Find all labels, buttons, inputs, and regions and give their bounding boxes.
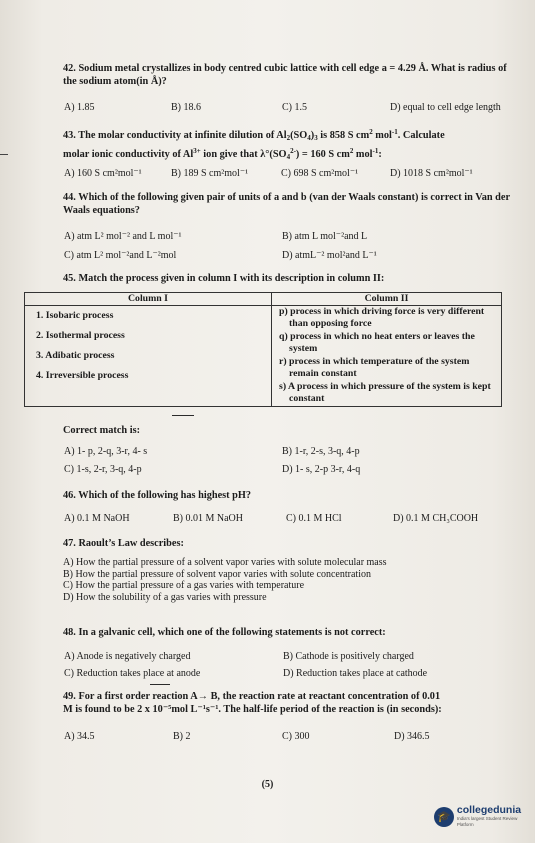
- question-number: 44.: [63, 192, 76, 203]
- option-b: B) atm L mol⁻²and L: [282, 231, 368, 242]
- logo-tagline: India's largest Student Review Platform: [456, 816, 518, 827]
- question-43: 43. The molar conductivity at infinite dilution of $Al_2(SO_4)_3$ is 858 S $cm^2$ mol$^{-1}$. Calculate molar ionic conductivity of $Al^{3+}$ ion give that $\lambda^\circ(SO_4^{2-}) = 160$ S $cm^2$ mol$^{-1}$:: [63, 128, 445, 161]
- logo-text: [457, 805, 535, 828]
- question-42: [63, 62, 518, 88]
- column-2-item: r) process in which temperature of the system remain constant: [279, 356, 470, 379]
- option-c: C) 300: [282, 731, 310, 742]
- question-48: [63, 626, 518, 639]
- question-text-line2: M is found to be 2 x 10⁻⁵mol L⁻¹s⁻¹. The half-life period of the reaction is (in seconds):: [63, 704, 442, 715]
- question-text-part: ) = 160 S cm: [295, 149, 350, 160]
- option-d: D) 1- s, 2-p 3-r, 4-q: [282, 464, 361, 475]
- option-a: A) 0.1 M NaOH: [64, 513, 130, 524]
- column-2-header: Column II: [272, 293, 502, 306]
- option-d: D) equal to cell edge length: [390, 102, 501, 113]
- pen-mark: [172, 415, 194, 416]
- question-text: In a galvanic cell, which one of the following statements is not correct:: [78, 627, 386, 638]
- question-text-part: ion give that λ°(SO: [200, 149, 287, 160]
- option-c: C) Reduction takes place at anode: [64, 668, 201, 679]
- option-a: A) Anode is negatively charged: [64, 651, 191, 662]
- option-a: A) atm L² mol⁻² and L mol⁻¹: [64, 231, 182, 242]
- option-c: C) How the partial pressure of a gas varies with temperature: [63, 580, 305, 591]
- option-d: D) How the solubility of a gas varies with pressure: [63, 591, 267, 603]
- question-number: 49.: [63, 691, 76, 702]
- option-list: [63, 557, 387, 603]
- question-text: Sodium metal crystallizes in body centred cubic lattice with cell edge a = 4.29 Å. What is radius of the sodium atom(in Å)?: [63, 63, 507, 87]
- question-number: 42.: [63, 63, 76, 74]
- option-d: D) 1018 S cm²mol⁻¹: [390, 168, 473, 179]
- option-a: A) 160 S cm²mol⁻¹: [64, 168, 142, 179]
- option-d: D) atmL⁻² mol²and L⁻¹: [282, 250, 377, 261]
- match-table: [24, 292, 502, 407]
- column-2-item: q) process in which no heat enters or leaves the system: [279, 331, 475, 354]
- question-number: 47.: [63, 538, 76, 549]
- column-1-item: 3. Adibatic process: [36, 350, 115, 361]
- question-text: Match the process given in column I with its description in column II:: [78, 273, 385, 284]
- column-2-item: p) process in which driving force is very different than opposing force: [279, 306, 485, 329]
- pen-mark: [150, 684, 170, 685]
- option-c: C) 1-s, 2-r, 3-q, 4-p: [64, 464, 142, 475]
- option-b: B) 0.01 M NaOH: [173, 513, 243, 524]
- question-text: The molar conductivity at infinite dilution of Al: [78, 130, 287, 141]
- question-45: [63, 272, 518, 285]
- option-b: B) How the partial pressure of solvent vapor varies with solute concentration: [63, 568, 371, 580]
- question-text-part: :: [378, 149, 382, 160]
- question-text-part: mol: [353, 149, 373, 160]
- graduation-cap-icon: 🎓: [434, 807, 454, 827]
- column-1-item: 4. Irreversible process: [36, 370, 129, 381]
- option-a: A) 34.5: [64, 731, 95, 742]
- question-text-part: is 858 S cm: [317, 130, 370, 141]
- option-a: A) 1- p, 2-q, 3-r, 4- s: [64, 446, 148, 457]
- option-c: C) 0.1 M HCl: [286, 513, 342, 524]
- option-a: A) 1.85: [64, 102, 95, 113]
- question-text-part: ): [310, 130, 315, 141]
- question-text: Which of the following has highest pH?: [78, 490, 252, 501]
- column-1-item: 1. Isobaric process: [36, 310, 114, 321]
- question-49: [63, 690, 518, 716]
- option-b: B) 18.6: [171, 102, 201, 113]
- option-b: B) 189 S cm²mol⁻¹: [171, 168, 249, 179]
- question-text-part: molar ionic conductivity of Al: [63, 149, 194, 160]
- option-d: D) Reduction takes place at cathode: [283, 668, 428, 679]
- option-c: C) atm L² mol⁻²and L⁻²mol: [64, 250, 177, 261]
- option-d: D) 0.1 M CH₃COOH: [393, 513, 479, 524]
- option-b: B) 2: [173, 731, 191, 742]
- collegedunia-logo[interactable]: [434, 805, 535, 828]
- correct-match-label: Correct match is:: [63, 425, 141, 436]
- question-text: Raoult’s Law describes:: [78, 538, 184, 549]
- column-2-cell: [272, 306, 502, 407]
- question-text-part: . Calculate: [397, 130, 445, 141]
- column-1-header: Column I: [25, 293, 272, 306]
- question-47: [63, 537, 518, 550]
- logo-brand: collegedunia: [456, 804, 522, 816]
- question-number: 43.: [63, 130, 76, 141]
- column-1-item: 2. Isothermal process: [36, 330, 125, 341]
- question-number: 48.: [63, 627, 76, 638]
- question-text: For a first order reaction A→ B, the reaction rate at reactant concentration of 0.01: [78, 691, 441, 702]
- option-b: B) 1-r, 2-s, 3-q, 4-p: [282, 446, 360, 457]
- column-1-cell: [25, 306, 272, 407]
- column-2-item: s) A process in which pressure of the system is kept constant: [279, 381, 491, 404]
- option-c: C) 698 S cm²mol⁻¹: [281, 168, 359, 179]
- question-44: [63, 191, 518, 217]
- page-number: (5): [261, 779, 274, 790]
- question-text-part: mol: [372, 130, 392, 141]
- margin-mark: [0, 154, 8, 155]
- question-number: 45.: [63, 273, 76, 284]
- question-text: Which of the following given pair of units of a and b (van der Waals constant) is correct in Van der Waals equations?: [63, 192, 510, 216]
- question-46: [63, 489, 518, 502]
- option-d: D) 346.5: [394, 731, 430, 742]
- question-text-part: (SO: [290, 130, 308, 141]
- option-a: A) How the partial pressure of a solvent vapor varies with solute molecular mass: [63, 557, 387, 568]
- option-c: C) 1.5: [282, 102, 307, 113]
- question-number: 46.: [63, 490, 76, 501]
- option-b: B) Cathode is positively charged: [283, 651, 414, 662]
